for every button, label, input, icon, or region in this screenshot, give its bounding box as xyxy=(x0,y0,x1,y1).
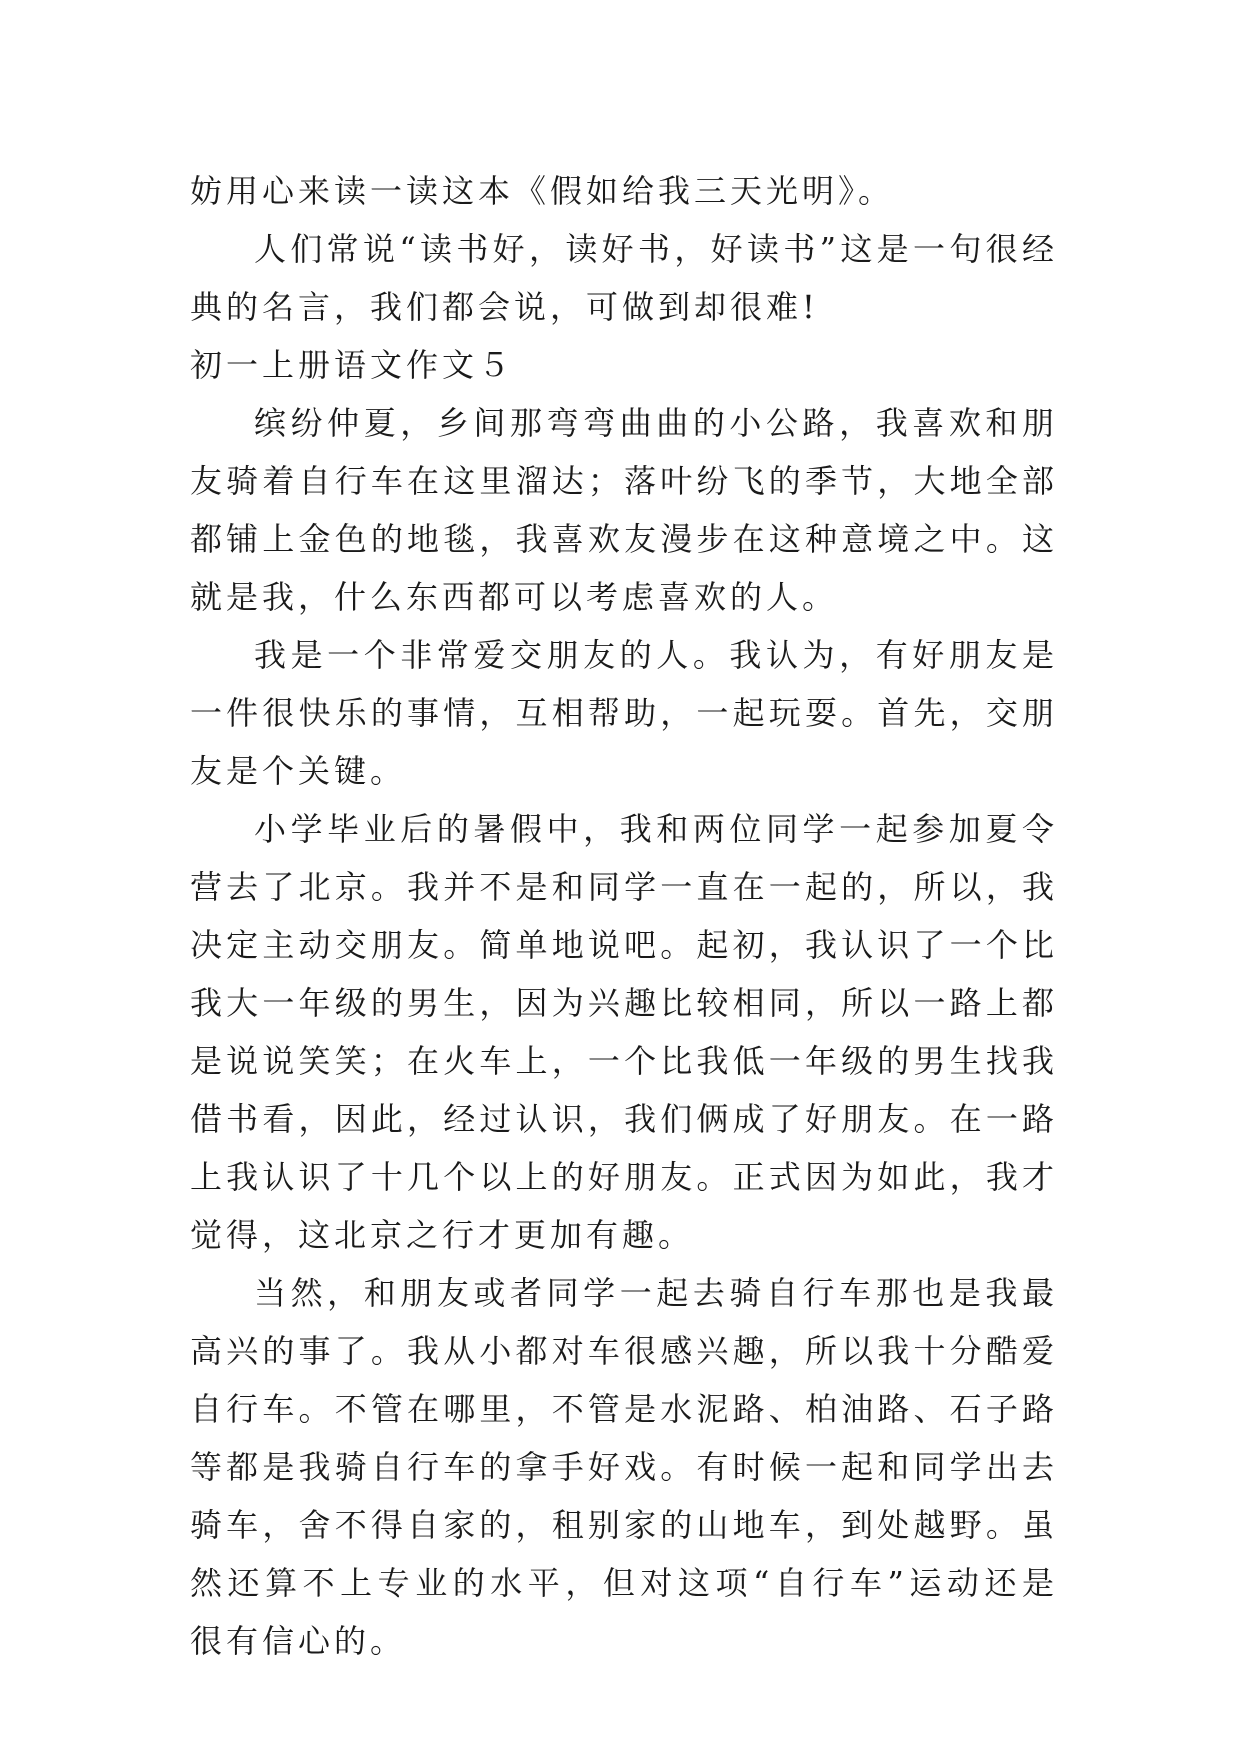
essay-title: 初一上册语文作文５ xyxy=(190,346,515,384)
paragraph-making-friends: 我是一个非常爱交朋友的人。我认为，有好朋友是一件很快乐的事情，互相帮助，一起玩耍。首先，交朋友是个关键。 xyxy=(190,636,1058,790)
document-body xyxy=(190,162,1058,1670)
paragraph-cycling: 当然，和朋友或者同学一起去骑自行车那也是我最高兴的事了。我从小都对车很感兴趣，所以我十分酷爱自行车。不管在哪里，不管是水泥路、柏油路、石子路等都是我骑自行车的拿手好戏。有时候一起和同学出去骑车，舍不得自家的，租别家的山地车，到处越野。虽然还算不上专业的水平，但对这项“自行车”运动还是很有信心的。 xyxy=(190,1274,1058,1660)
paragraph-reading-quote: 人们常说“读书好，读好书，好读书”这是一句很经典的名言，我们都会说，可做到却很难! xyxy=(190,230,1058,326)
paragraph-summer-camp: 小学毕业后的暑假中，我和两位同学一起参加夏令营去了北京。我并不是和同学一直在一起的，所以，我决定主动交朋友。简单地说吧。起初，我认识了一个比我大一年级的男生，因为兴趣比较相同，所以一路上都是说说笑笑；在火车上，一个比我低一年级的男生找我借书看，因此，经过认识，我们俩成了好朋友。在一路上我认识了十几个以上的好朋友。正式因为如此，我才觉得，这北京之行才更加有趣。 xyxy=(190,810,1058,1254)
paragraph-book-recommendation-end: 妨用心来读一读这本《假如给我三天光明》。 xyxy=(190,172,895,210)
paragraph-summer-intro: 缤纷仲夏，乡间那弯弯曲曲的小公路，我喜欢和朋友骑着自行车在这里溜达；落叶纷飞的季节，大地全部都铺上金色的地毯，我喜欢友漫步在这种意境之中。这就是我，什么东西都可以考虑喜欢的人。 xyxy=(190,404,1058,616)
